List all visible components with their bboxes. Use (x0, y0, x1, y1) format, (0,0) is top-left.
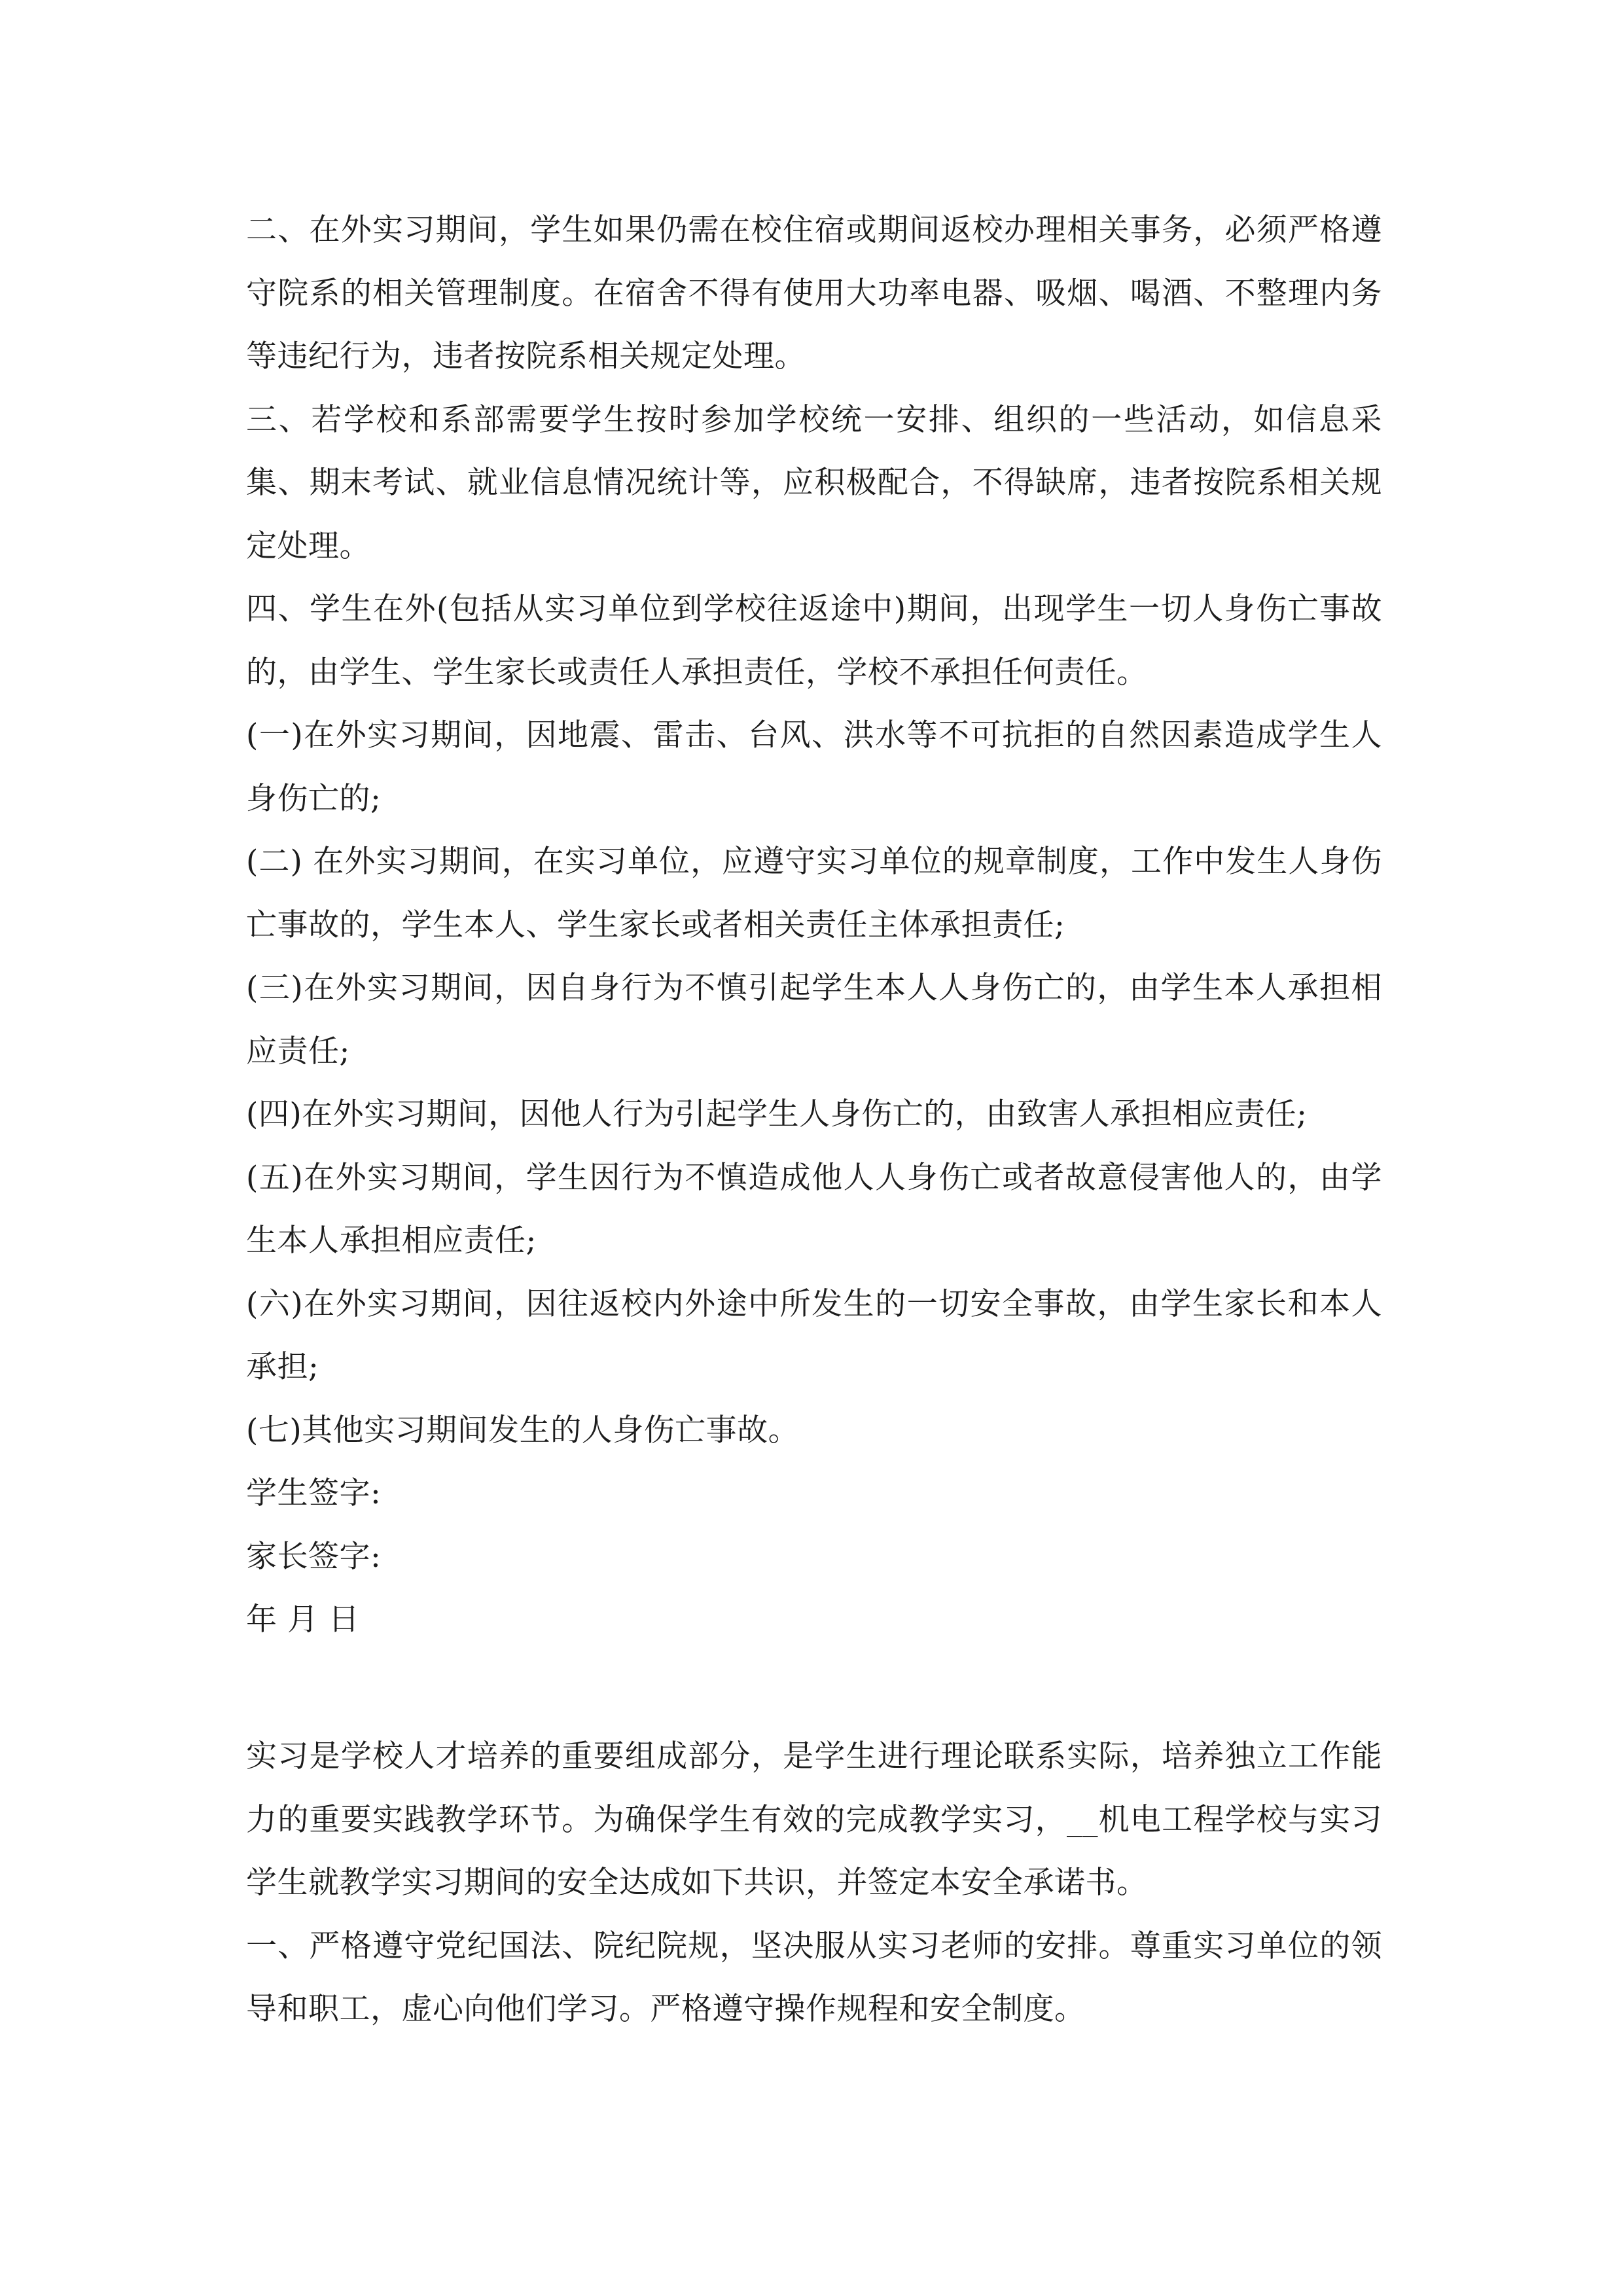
subclause-five: (五)在外实习期间，学生因行为不慎造成他人人身伤亡或者故意侵害他人的，由学生本人承担相应责任; (246, 1159, 1382, 1259)
student-signature-line: 学生签字: (246, 1475, 382, 1511)
clause-four: 四、学生在外(包括从实习单位到学校往返途中)期间，出现学生一切人身伤亡事故的，由学生、学生家长或责任人承担责任，学校不承担任何责任。 (246, 591, 1382, 691)
subclause-three: (三)在外实习期间，因自身行为不慎引起学生本人人身伤亡的，由学生本人承担相应责任; (246, 970, 1382, 1069)
intro-paragraph: 实习是学校人才培养的重要组成部分，是学生进行理论联系实际，培养独立工作能力的重要实践教学环节。为确保学生有效的完成教学实习，__机电工程学校与实习学生就教学实习期间的安全达成如下共识，并签定本安全承诺书。 (246, 1738, 1382, 1901)
parent-signature-line: 家长签字: (246, 1538, 382, 1575)
date-line: 年 月 日 (246, 1602, 360, 1638)
subclause-seven: (七)其他实习期间发生的人身伤亡事故。 (246, 1412, 800, 1448)
subclause-one: (一)在外实习期间，因地震、雷击、台风、洪水等不可抗拒的自然因素造成学生人身伤亡的; (246, 717, 1382, 817)
clause-three: 三、若学校和系部需要学生按时参加学校统一安排、组织的一些活动，如信息采集、期末考试、就业信息情况统计等，应积极配合，不得缺席，违者按院系相关规定处理。 (246, 401, 1382, 564)
agreement-terms-section (246, 199, 1382, 1652)
clause-one: 一、严格遵守党纪国法、院纪院规，坚决服从实习老师的安排。尊重实习单位的领导和职工，虚心向他们学习。严格遵守操作规程和安全制度。 (246, 1928, 1382, 2027)
subclause-two: (二) 在外实习期间，在实习单位，应遵守实习单位的规章制度，工作中发生人身伤亡事故的，学生本人、学生家长或者相关责任主体承担责任; (246, 844, 1382, 943)
subclause-four: (四)在外实习期间，因他人行为引起学生人身伤亡的，由致害人承担相应责任; (246, 1096, 1308, 1132)
subclause-six: (六)在外实习期间，因往返校内外途中所发生的一切安全事故，由学生家长和本人承担; (246, 1285, 1382, 1385)
clause-two: 二、在外实习期间，学生如果仍需在校住宿或期间返校办理相关事务，必须严格遵守院系的相关管理制度。在宿舍不得有使用大功率电器、吸烟、喝酒、不整理内务等违纪行为，违者按院系相关规定处理。 (246, 212, 1382, 374)
agreement-intro-section (246, 1725, 1382, 2041)
